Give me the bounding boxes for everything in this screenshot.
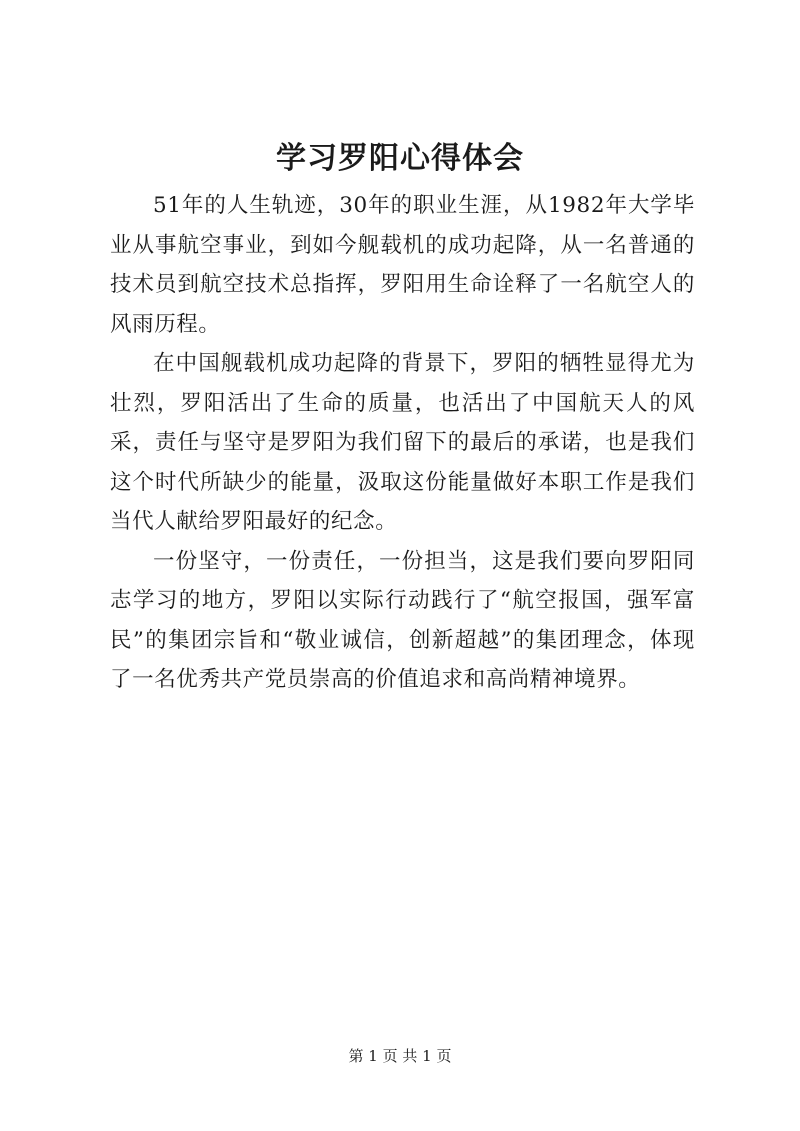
document-title: 学习罗阳心得体会 [276, 141, 524, 176]
paragraph-2: 在中国舰载机成功起降的背景下，罗阳的牺牲显得尤为壮烈，罗阳活出了生命的质量，也活出了中国航天人的风采，责任与坚守是罗阳为我们留下的最后的承诺，也是我们这个时代所缺少的能量，汲取这份能量做好本职工作是我们当代人献给罗阳最好的纪念。 [110, 351, 695, 534]
page-number-footer: 第 1 页 共 1 页 [348, 1047, 452, 1065]
document-body [110, 186, 695, 700]
paragraph-3: 一份坚守，一份责任，一份担当，这是我们要向罗阳同志学习的地方，罗阳以实际行动践行了“航空报国，强军富民”的集团宗旨和“敬业诚信，创新超越”的集团理念，体现了一名优秀共产党员崇高的价值追求和高尚精神境界。 [110, 548, 695, 692]
paragraph-1: 51年的人生轨迹，30年的职业生涯，从1982年大学毕业从事航空事业，到如今舰载机的成功起降，从一名普通的技术员到航空技术总指挥，罗阳用生命诠释了一名航空人的风雨历程。 [110, 193, 695, 337]
